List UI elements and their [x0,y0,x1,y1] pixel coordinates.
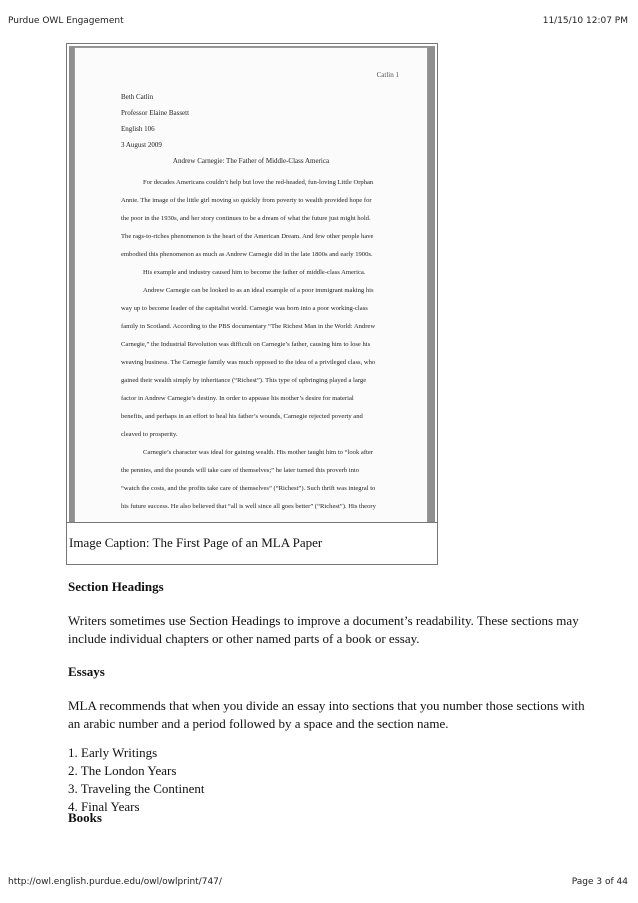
paper-line: embodied this phenomenon as much as Andrew Carnegie did in the late 1800s and early 1900s. [121,251,373,258]
figure [66,43,438,565]
paper-body [121,174,406,516]
section-headings-paragraph: Writers sometimes use Section Headings to improve a document’s readability. These sections may include individual chapters or other named parts of a book or essay. [68,613,579,646]
image-caption: Image Caption: The First Page of an MLA Paper [67,522,437,564]
essays-block [68,663,588,681]
paper-page-number: Catlin 1 [376,71,399,79]
numbered-sections-list-block [68,744,588,816]
essays-title: Essays [68,664,105,679]
paper-line: Annie. The image of the little girl moving so quickly from poverty to wealth provided hope for [121,197,372,204]
print-header-timestamp: 11/15/10 12:07 PM [542,16,628,26]
paper-line: Carnegie’s character was ideal for gaining wealth. His mother taught him to “look after [143,449,373,456]
books-title: Books [68,810,102,825]
paper-line: His example and industry caused him to become the father of middle-class America. [143,269,366,276]
paper-heading-line: Beth Catlin [121,93,154,101]
print-footer-page-count: Page 3 of 44 [571,877,628,887]
paper-line: For decades Americans couldn’t help but love the red-headed, fun-loving Little Orphan [143,179,374,186]
paper-line: the poor in the 1930s, and her story continues to be a dream of what the future just might hold. [121,215,371,222]
books-block [68,809,588,827]
list-item: 1. Early Writings [68,745,158,760]
paper-line: cleaved to prosperity. [121,431,178,438]
paper-line: The rags-to-riches phenomenon is the heart of the American Dream. And few other people have [121,233,374,240]
section-headings-paragraph-block [68,612,588,648]
section-headings-block [68,578,588,596]
paper-line: family in Scotland. According to the PBS documentary “The Richest Man in the World: Andrew [121,323,376,330]
paper-heading-line: English 106 [121,125,155,133]
paper-title: Andrew Carnegie: The Father of Middle-Class America [172,157,330,165]
print-header-title: Purdue OWL Engagement [8,16,124,26]
section-headings-title: Section Headings [68,579,164,594]
paper-line: Carnegie,” the Industrial Revolution was difficult on Carnegie’s father, causing him to lose his [121,341,371,348]
paper-line: his future success. He also believed that “all is well since all goes better” (“Richest”). His theory [121,503,376,510]
paper-line: Andrew Carnegie can be looked to as an ideal example of a poor immigrant making his [143,287,374,294]
paper-heading-line: 3 August 2009 [121,141,162,149]
paper-line: weaving business. The Carnegie family was much opposed to the idea of a privileged class, who [121,359,376,366]
paper-line: “watch the costs, and the profits take care of themselves” (“Richest”). Such thrift was integral to [121,485,376,492]
paper-line: way up to become leader of the capitalist world. Carnegie was born into a poor working-class [121,305,368,312]
paper-line: benefits, and perhaps in an effort to heal his father’s wounds, Carnegie rejected poverty and [121,413,363,420]
paper-line: factor in Andrew Carnegie’s destiny. In order to appease his mother’s desire for material [121,395,354,402]
figure-image [69,46,435,522]
list-item: 2. The London Years [68,763,177,778]
mla-paper-sample [75,48,427,522]
list-item: 3. Traveling the Continent [68,781,205,796]
paper-heading-line: Professor Elaine Bassett [121,109,190,117]
essays-paragraph-block [68,697,588,733]
paper-line: gained their wealth simply by inheritance (“Richest”). This type of upbringing played a large [121,377,367,384]
list-item: 4. Final Years [68,799,140,814]
paper-line: the pennies, and the pounds will take care of themselves;” he later turned this proverb into [121,467,360,474]
print-footer-url[interactable]: http://owl.english.purdue.edu/owl/owlprint/747/ [8,877,222,887]
essays-paragraph: MLA recommends that when you divide an essay into sections that you number those sections with an arabic number and a period followed by a space and the section name. [68,698,585,731]
numbered-sections-list [68,744,588,816]
